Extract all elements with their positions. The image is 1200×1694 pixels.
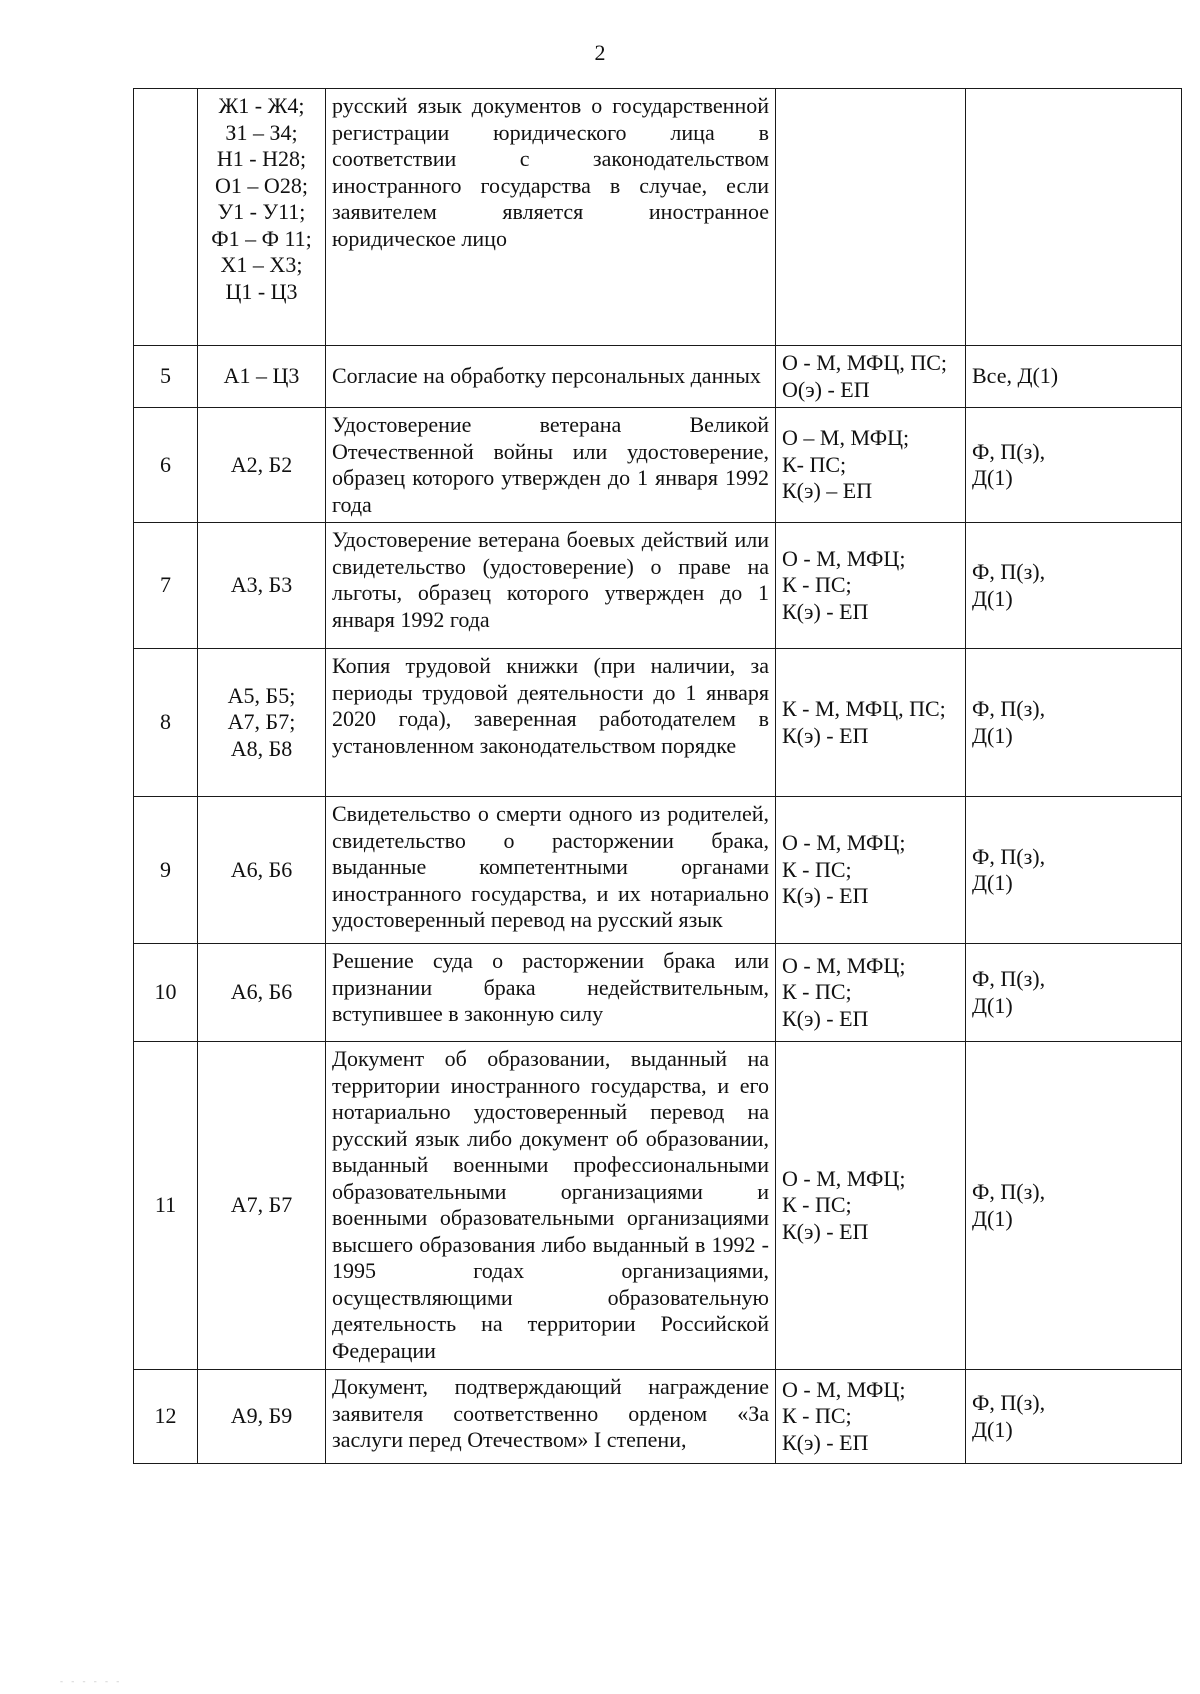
applicant-code-line: А5, Б5; bbox=[227, 682, 296, 708]
applicant-code-line: А9, Б9 bbox=[230, 1403, 293, 1429]
submission-method bbox=[776, 797, 966, 944]
applicant-category bbox=[966, 523, 1182, 649]
documents-table bbox=[133, 88, 1182, 1464]
applicant-category bbox=[966, 1042, 1182, 1370]
applicant-code-line: Х1 – Х3; bbox=[220, 252, 303, 277]
applicant-code-line: Ц1 - Ц3 bbox=[225, 278, 298, 304]
table-row bbox=[134, 523, 1182, 649]
applicant-category-line: Все, Д(1) bbox=[972, 363, 1059, 389]
submission-method bbox=[776, 346, 966, 408]
submission-method bbox=[776, 944, 966, 1042]
submission-method-line: К(э) - ЕП bbox=[782, 598, 869, 624]
submission-method-line: О(э) - ЕП bbox=[782, 376, 870, 402]
submission-method bbox=[776, 649, 966, 797]
applicant-codes bbox=[198, 797, 326, 944]
applicant-code-line: А7, Б7 bbox=[230, 1192, 293, 1218]
submission-method bbox=[776, 89, 966, 346]
applicant-category-line: Ф, П(з), bbox=[972, 1390, 1046, 1415]
submission-method-line: К- ПС; bbox=[782, 451, 847, 477]
applicant-category bbox=[966, 944, 1182, 1042]
applicant-codes bbox=[198, 89, 326, 346]
table-row bbox=[134, 346, 1182, 408]
document-description: Свидетельство о смерти одного из родителей, свидетельство о расторжении брака, выданные компетентными органами иностранного государства, и их нотариально удостоверенный перевод на русский язык bbox=[326, 797, 776, 944]
applicant-category-line: Ф, П(з), bbox=[972, 559, 1046, 584]
document-description: русский язык документов о государственной регистрации юридического лица в соответствии с законодательством иностранного государства в случае, если заявителем является иностранное юридическое лицо bbox=[326, 89, 776, 346]
applicant-code-line: А2, Б2 bbox=[230, 451, 293, 477]
applicant-code-line: Ф1 – Ф 11; bbox=[211, 225, 312, 251]
table-row bbox=[134, 408, 1182, 523]
applicant-codes bbox=[198, 1370, 326, 1464]
submission-method-line: О - М, МФЦ; bbox=[782, 830, 906, 856]
applicant-code-line: З1 – З4; bbox=[225, 119, 298, 145]
row-number: 5 bbox=[134, 346, 198, 408]
applicant-code-line: А1 – Ц3 bbox=[223, 363, 300, 389]
table-row bbox=[134, 89, 1182, 346]
row-number: 11 bbox=[134, 1042, 198, 1370]
applicant-code-line: А8, Б8 bbox=[230, 735, 293, 761]
applicant-code-line: Ж1 - Ж4; bbox=[218, 93, 305, 118]
applicant-codes bbox=[198, 408, 326, 523]
applicant-category-line: Ф, П(з), bbox=[972, 1179, 1046, 1204]
document-description: Копия трудовой книжки (при наличии, за периоды трудовой деятельности до 1 января 2020 года), заверенная работодателем в установленном законодательством порядке bbox=[326, 649, 776, 797]
submission-method-line: К(э) - ЕП bbox=[782, 883, 869, 909]
row-number: 10 bbox=[134, 944, 198, 1042]
applicant-codes bbox=[198, 944, 326, 1042]
table-row bbox=[134, 1042, 1182, 1370]
applicant-category-line: Д(1) bbox=[972, 1205, 1013, 1231]
table-row bbox=[134, 797, 1182, 944]
submission-method-line: К(э) - ЕП bbox=[782, 1218, 869, 1244]
submission-method-line: К - ПС; bbox=[782, 1403, 852, 1429]
submission-method-line: О - М, МФЦ; bbox=[782, 1165, 906, 1191]
submission-method-line: К(э) - ЕП bbox=[782, 722, 869, 748]
applicant-category bbox=[966, 408, 1182, 523]
applicant-category-line: Д(1) bbox=[972, 1416, 1013, 1442]
submission-method bbox=[776, 523, 966, 649]
applicant-category bbox=[966, 649, 1182, 797]
row-number: 12 bbox=[134, 1370, 198, 1464]
applicant-code-line: А6, Б6 bbox=[230, 856, 293, 882]
applicant-category bbox=[966, 346, 1182, 408]
applicant-category bbox=[966, 1370, 1182, 1464]
row-number bbox=[134, 89, 198, 346]
applicant-code-line: А7, Б7; bbox=[227, 709, 296, 735]
table-row bbox=[134, 1370, 1182, 1464]
page-number: 2 bbox=[594, 40, 606, 65]
applicant-codes bbox=[198, 346, 326, 408]
applicant-codes bbox=[198, 523, 326, 649]
submission-method-line: О - М, МФЦ; bbox=[782, 1376, 906, 1402]
applicant-category-line: Д(1) bbox=[972, 870, 1013, 895]
submission-method-line: К(э) - ЕП bbox=[782, 1005, 869, 1031]
applicant-category bbox=[966, 89, 1182, 346]
submission-method-line: К - ПС; bbox=[782, 572, 852, 598]
applicant-code-line: Н1 - Н28; bbox=[216, 146, 307, 171]
submission-method-line: К - ПС; bbox=[782, 1192, 852, 1218]
applicant-category-line: Ф, П(з), bbox=[972, 843, 1046, 869]
table-row bbox=[134, 649, 1182, 797]
document-description: Согласие на обработку персональных данных bbox=[326, 346, 776, 408]
row-number: 7 bbox=[134, 523, 198, 649]
document-description: Документ об образовании, выданный на территории иностранного государства, и его нотариально удостоверенный перевод на русский язык либо документ об образовании, выданный военными профессиональными образовательными организациями и военными образовательными организациями высшего образования либо выданный в 1992 - 1995 годах организациями, осуществляющими образовательную деятельность на территории Российской Федерации bbox=[326, 1042, 776, 1370]
submission-method-line: К(э) – ЕП bbox=[782, 478, 873, 504]
table-row bbox=[134, 944, 1182, 1042]
document-description: Удостоверение ветерана боевых действий или свидетельство (удостоверение) о праве на льготы, образец которого утвержден до 1 января 1992 года bbox=[326, 523, 776, 649]
submission-method-line: О - М, МФЦ; bbox=[782, 545, 906, 571]
submission-method-line: К(э) - ЕП bbox=[782, 1429, 869, 1455]
submission-method bbox=[776, 1042, 966, 1370]
applicant-category-line: Ф, П(з), bbox=[972, 438, 1046, 464]
applicant-code-line: У1 - У11; bbox=[217, 199, 306, 224]
submission-method-line: О - М, МФЦ; bbox=[782, 952, 906, 978]
row-number: 6 bbox=[134, 408, 198, 523]
applicant-code-line: О1 – О28; bbox=[215, 172, 308, 198]
submission-method bbox=[776, 1370, 966, 1464]
row-number: 9 bbox=[134, 797, 198, 944]
applicant-category-line: Д(1) bbox=[972, 465, 1013, 490]
document-description: Решение суда о расторжении брака или признании брака недействительным, вступившее в законную силу bbox=[326, 944, 776, 1042]
scan-mark: - - - - - - bbox=[60, 1676, 123, 1686]
applicant-category bbox=[966, 797, 1182, 944]
document-description: Документ, подтверждающий награждение заявителя соответственно орденом «За заслуги перед Отечеством» I степени, bbox=[326, 1370, 776, 1464]
applicant-code-line: А3, Б3 bbox=[230, 572, 293, 598]
applicant-codes bbox=[198, 1042, 326, 1370]
submission-method-line: О - М, МФЦ, ПС; bbox=[782, 350, 947, 375]
submission-method-line: К - ПС; bbox=[782, 979, 852, 1005]
applicant-category-line: Ф, П(з), bbox=[972, 696, 1046, 721]
applicant-category-line: Ф, П(з), bbox=[972, 966, 1046, 991]
submission-method-line: О – М, МФЦ; bbox=[782, 425, 910, 451]
applicant-category-line: Д(1) bbox=[972, 585, 1013, 611]
row-number: 8 bbox=[134, 649, 198, 797]
submission-method-line: К - М, МФЦ, ПС; bbox=[782, 696, 946, 721]
documents-table-body bbox=[134, 89, 1182, 1464]
applicant-codes bbox=[198, 649, 326, 797]
submission-method-line: К - ПС; bbox=[782, 856, 852, 882]
submission-method bbox=[776, 408, 966, 523]
document-description: Удостоверение ветерана Великой Отечественной войны или удостоверение, образец которого утвержден до 1 января 1992 года bbox=[326, 408, 776, 523]
applicant-category-line: Д(1) bbox=[972, 722, 1013, 748]
applicant-category-line: Д(1) bbox=[972, 992, 1013, 1018]
applicant-code-line: А6, Б6 bbox=[230, 979, 293, 1005]
